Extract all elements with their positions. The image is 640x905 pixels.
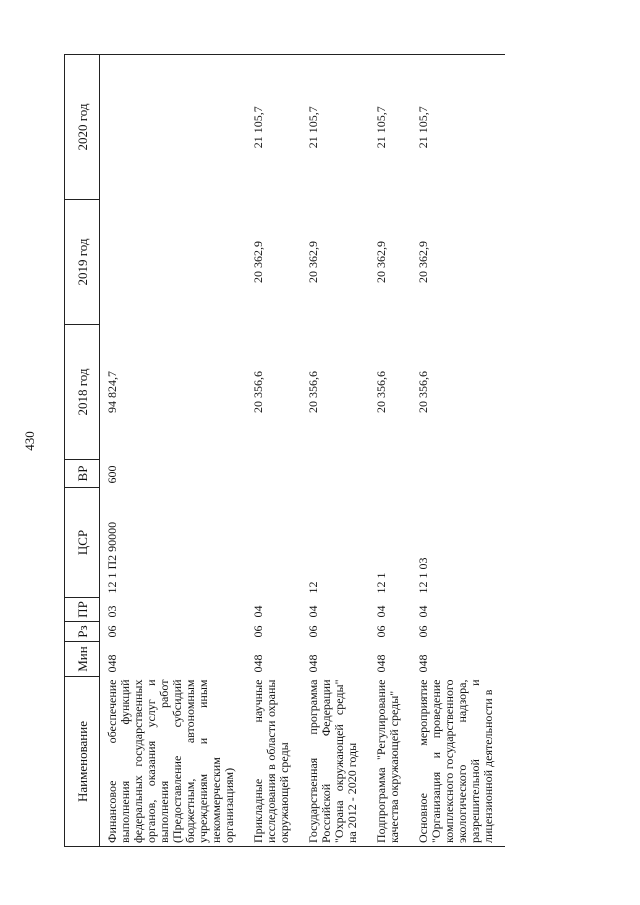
header-min: Мин [65,642,100,677]
row-2020: 21 105,7 [246,55,301,200]
table-row [246,55,301,847]
row-pr: 04 [306,605,320,618]
row-name: Финансовое обеспечение выполнения функций федеральных государственных органов, оказания услуг и выполнения работ (Предоставление субсидий бюджетным, автономным учреждениям и иным некоммерческим организациям) [100,677,247,847]
row-csr: 12 1 П2 90000 [105,521,119,594]
table-row [369,55,411,847]
row-name: Подпрограмма "Регулирование качества окружающей среды" [369,677,411,847]
row-vr [411,460,505,488]
table-row [411,55,505,847]
row-min: 048 [306,654,320,673]
row-2019 [100,200,247,325]
row-vr [301,460,369,488]
row-name: Государственная программа Российской Федерации "Охрана окружающей среды" на 2012 - 2020 годы [301,677,369,847]
row-pr: 04 [416,605,430,618]
header-2020: 2020 год [65,55,100,200]
row-rz: 06 [416,625,430,638]
header-rz: Рз [65,622,100,642]
row-csr: 12 1 03 [416,557,430,594]
table-row [100,55,247,847]
row-2018: 94 824,7 [105,371,119,413]
row-rz: 06 [374,625,388,638]
row-2020: 21 105,7 [369,55,411,200]
row-2018: 20 356,6 [416,371,430,413]
row-2018: 20 356,6 [251,371,265,413]
row-vr: 600 [105,465,119,484]
budget-table [64,54,505,847]
header-2018: 2018 год [65,325,100,460]
row-rz: 06 [306,625,320,638]
row-min: 048 [105,654,119,673]
header-2019: 2019 год [65,200,100,325]
row-2018: 20 356,6 [306,371,320,413]
row-rz: 06 [105,625,119,638]
row-2019: 20 362,9 [374,241,388,283]
row-2019: 20 362,9 [251,241,265,283]
row-2019: 20 362,9 [306,241,320,283]
row-name: Основное мероприятие "Организация и проведение комплексного государственного экологического надзора, разрешительной и лицензионной деятельности в [411,677,505,847]
row-min: 048 [251,654,265,673]
row-csr [246,488,301,598]
row-vr [246,460,301,488]
row-name: Прикладные научные исследования в области охраны окружающей среды [246,677,301,847]
row-2020 [100,55,247,200]
page-number: 430 [21,431,37,451]
row-2019: 20 362,9 [416,241,430,283]
header-row [65,55,100,847]
row-csr: 12 1 [374,572,388,594]
row-pr: 04 [251,605,265,618]
row-2020: 21 105,7 [301,55,369,200]
row-vr [369,460,411,488]
header-vr: ВР [65,460,100,488]
header-name: Наименование [65,677,100,847]
row-csr: 12 [306,581,320,594]
row-min: 048 [416,654,430,673]
row-2018: 20 356,6 [374,371,388,413]
row-pr: 03 [105,605,119,618]
row-pr: 04 [374,605,388,618]
header-csr: ЦСР [65,488,100,598]
row-rz: 06 [251,625,265,638]
table-row [301,55,369,847]
row-2020: 21 105,7 [411,55,505,200]
header-pr: ПР [65,598,100,622]
row-min: 048 [374,654,388,673]
